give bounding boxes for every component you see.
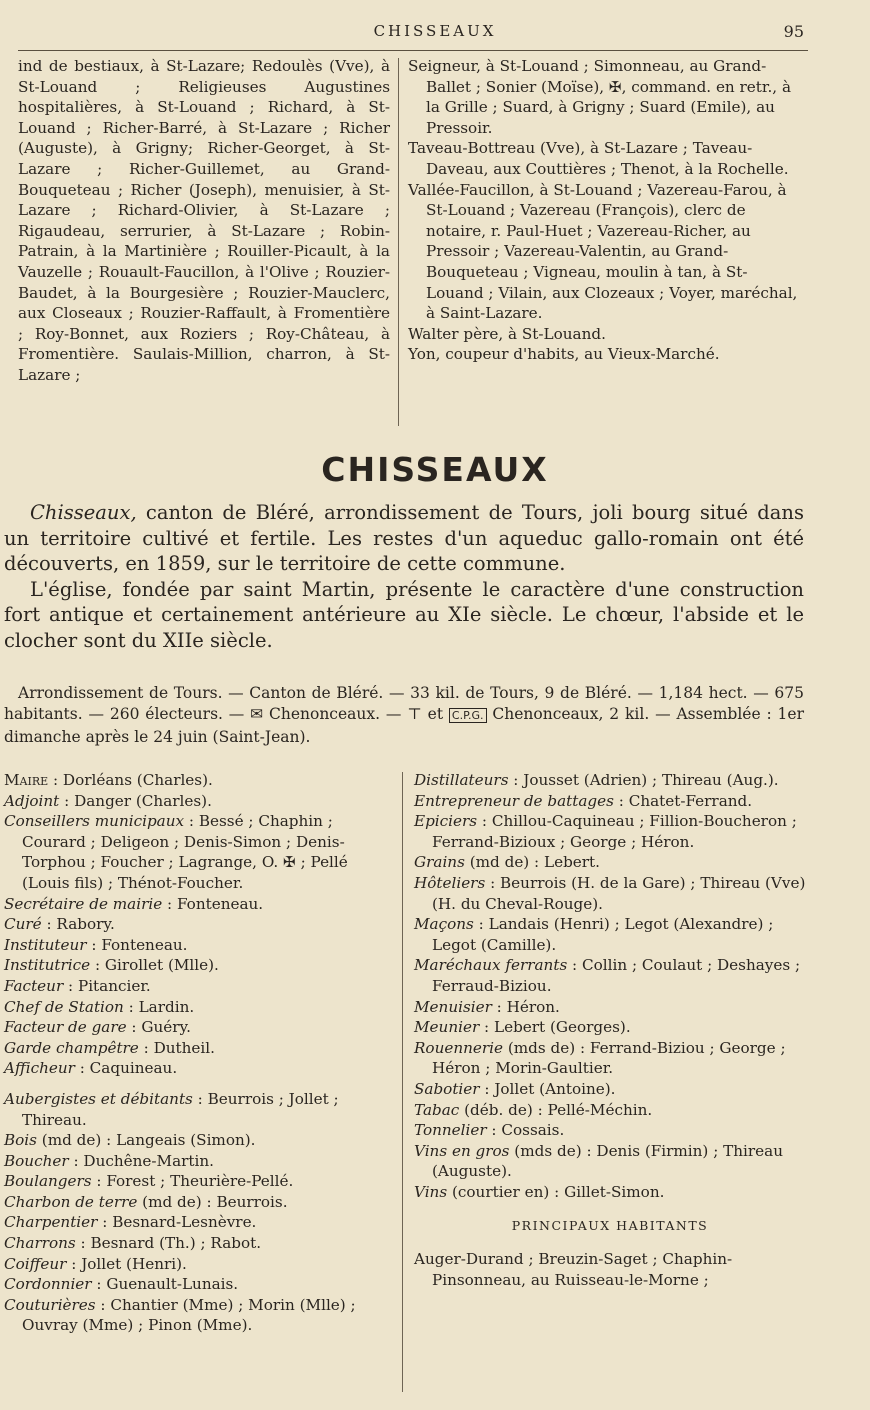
entry-label: Adjoint — [4, 791, 60, 810]
entry-value: : Besnard (Th.) ; Rabot. — [75, 1234, 262, 1253]
trade-entry — [414, 770, 806, 791]
entry-value: : Héron. — [491, 997, 560, 1016]
entry-label: Hôteliers — [414, 873, 486, 892]
trade-entry — [4, 1233, 388, 1254]
entry-label: Epiciers — [414, 812, 478, 831]
official-entry — [4, 770, 388, 791]
description-text: canton de Bléré, arrondissement de Tours, joli bourg situé dans un territoire cultivé et fertile. Les restes d'un aqueduc gallo-romain ont été découverts, en 1859, sur le territoire de cette commune. — [4, 501, 804, 575]
entry-label: Institutrice — [4, 956, 91, 975]
continued-list-right — [408, 56, 804, 365]
trade-entry — [414, 1100, 806, 1121]
entry-label: Charrons — [4, 1234, 76, 1253]
entry-value: : Chatet-Ferrand. — [613, 791, 753, 810]
entry-label: Secrétaire de mairie — [4, 894, 163, 913]
entry-label: Boucher — [4, 1151, 69, 1170]
entry-label: Distillateurs — [414, 771, 509, 789]
continued-list-left — [18, 56, 390, 386]
entry-value: : Besnard-Lesnèvre. — [97, 1213, 257, 1232]
trade-entry — [4, 1192, 388, 1213]
entry-label: Curé — [4, 915, 42, 934]
trade-entry — [414, 955, 806, 996]
entry-value: : Guéry. — [126, 1018, 191, 1037]
entry-value: : Bessé ; Chaphin ; Courard ; Deligeon ; Denis-Simon ; Denis-Torphou ; Foucher ; Lagrange, O. ✠ ; Pellé (Louis fils) ; Thénot-Foucher. — [22, 812, 348, 892]
entry-value: : Jollet (Antoine). — [479, 1079, 616, 1098]
entry-label: Bois — [4, 1131, 37, 1150]
entry-value: : Cossais. — [486, 1121, 565, 1140]
running-head-title: CHISSEAUX — [373, 22, 497, 40]
section-title: CHISSEAUX — [321, 450, 549, 489]
commune-name: Chisseaux, — [30, 501, 137, 524]
entry-label: Rouennerie — [414, 1038, 504, 1057]
trade-entry — [4, 1295, 388, 1336]
official-entry — [4, 1017, 388, 1038]
entry-label: Charbon de terre — [4, 1192, 138, 1211]
trade-entry — [4, 1171, 388, 1192]
entry-label: Charpentier — [4, 1213, 98, 1232]
official-entry — [4, 955, 388, 976]
list-item: Yon, coupeur d'habits, au Vieux-Marché. — [408, 345, 720, 364]
entry-value: (mds de) : Denis (Firmin) ; Thireau (Auguste). — [432, 1141, 783, 1181]
entry-label: Tonnelier — [414, 1121, 487, 1140]
entry-value: (md de) : Langeais (Simon). — [36, 1131, 256, 1150]
entry-label: Entrepreneur de battages — [414, 791, 614, 810]
entry-label: Chef de Station — [4, 997, 124, 1016]
entry-value: : Jousset (Adrien) ; Thireau (Aug.). — [508, 771, 779, 789]
statistics-text: Arrondissement de Tours. — Canton de Bléré. — 33 kil. de Tours, 9 de Bléré. — 1,184 hect. — 675 habitants. — 260 électeurs. — ✉ Chenonceaux. — ⊤ et — [4, 684, 804, 723]
entry-value: (mds de) : Ferrand-Biziou ; George ; Héron ; Morin-Gaultier. — [432, 1038, 786, 1078]
entry-label: Facteur de gare — [4, 1018, 127, 1037]
entry-label: Instituteur — [4, 935, 87, 954]
official-entry — [4, 1058, 388, 1079]
trade-entry — [4, 1130, 388, 1151]
entry-label: Cordonnier — [4, 1275, 92, 1294]
commune-statistics — [4, 683, 804, 747]
entry-label: Grains — [414, 853, 465, 872]
entry-label: Boulangers — [4, 1172, 92, 1191]
statistics-text-end: Chenonceaux, 2 kil. — Assemblée : 1er dimanche après le 24 juin (Saint-Jean). — [4, 704, 805, 746]
entry-label: Vins — [414, 1182, 448, 1201]
trade-entry — [414, 873, 806, 914]
trade-entry — [4, 1151, 388, 1172]
continued-text-left: ind de bestiaux, à St-Lazare; Redoulès (Vve), à St-Louand ; Religieuses Augustines hospitalières, à St-Louand ; Richard, à St-Louand ; Richer-Barré, à St-Lazare ; Richer (Auguste), à Grigny; Richer-Georget, à St-Lazare ; Richer-Guillemet, au Grand-Bouqueteau ; Richer (Joseph), menuisier, à St-Lazare ; Richard-Olivier, à St-Lazare ; Rigaudeau, serrurier, à St-Lazare ; Robin-Patrain, à la Martinière ; Rouiller-Picault, à la Vauzelle ; Rouault-Faucillon, à l'Olive ; Rouzier-Baudet, à la Bourgesière ; Rouzier-Mauclerc, aux Closeaux ; Rouzier-Raffault, à Fromentière ; Roy-Bonnet, aux Roziers ; Roy-Château, à Fromentière. Saulais-Million, charron, à St-Lazare ; — [18, 57, 390, 384]
entry-value: : Dutheil. — [138, 1038, 215, 1057]
entry-value: : Beurrois (H. de la Gare) ; Thireau (Vve) (H. du Cheval-Rouge). — [432, 873, 806, 913]
principal-residents-text: Auger-Durand ; Breuzin-Saget ; Chaphin-Pinsonneau, au Ruisseau-le-Morne ; — [414, 1250, 733, 1289]
entry-label: Maire — [4, 771, 49, 789]
trade-entry — [414, 1017, 806, 1038]
officials-and-trades-left — [4, 770, 388, 1336]
entry-value: : Pitancier. — [63, 976, 151, 995]
entry-value: : Collin ; Coulaut ; Deshayes ; Ferraud-Biziou. — [432, 956, 801, 995]
entry-value: (courtier en) : Gillet-Simon. — [447, 1182, 665, 1201]
entry-label: Facteur — [4, 976, 64, 995]
statistics-paragraph — [4, 683, 804, 747]
official-entry — [4, 914, 388, 935]
spacer — [4, 1079, 388, 1089]
trade-entry — [414, 1141, 806, 1182]
entry-value: : Landais (Henri) ; Legot (Alexandre) ; Legot (Camille). — [432, 915, 774, 954]
list-item: Walter père, à St-Louand. — [408, 324, 606, 343]
entry-label: Meunier — [414, 1018, 480, 1037]
entry-value: : Chillou-Caquineau ; Fillion-Boucheron ; Ferrand-Bizioux ; George ; Héron. — [432, 812, 797, 851]
official-entry — [4, 894, 388, 915]
entry-label: Conseillers municipaux — [4, 812, 185, 831]
entry-label: Garde champêtre — [4, 1038, 139, 1057]
entry-value: (md de) : Beurrois. — [137, 1192, 288, 1211]
entry-label: Couturières — [4, 1295, 96, 1314]
trades-right — [414, 770, 806, 1290]
trade-entry — [414, 1182, 806, 1203]
entry-value: : Fonteneau. — [162, 894, 264, 913]
entry-value: : Caquineau. — [74, 1059, 178, 1078]
entry-value: : Danger (Charles). — [59, 791, 212, 810]
trade-entry — [414, 1038, 806, 1079]
principal-residents-heading: PRINCIPAUX HABITANTS — [511, 1218, 709, 1234]
official-entry — [4, 935, 388, 956]
official-entry — [4, 1038, 388, 1059]
page-number: 95 — [783, 22, 804, 41]
official-entry — [4, 976, 388, 997]
entry-value: : Chantier (Mme) ; Morin (Mlle) ; Ouvray (Mme) ; Pinon (Mme). — [22, 1295, 356, 1335]
list-item: Seigneur, à St-Louand ; Simonneau, au Grand-Ballet ; Sonier (Moïse), ✠, command. en retr., à la Grille ; Suard, à Grigny ; Suard (Emile), au Pressoir. — [408, 57, 792, 137]
entry-value: : Forest ; Theurière-Pellé. — [91, 1172, 294, 1191]
entry-value: : Beurrois ; Jollet ; Thireau. — [22, 1089, 339, 1129]
entry-value: : Jollet (Henri). — [66, 1254, 187, 1273]
entry-value: (md de) : Lebert. — [464, 853, 600, 872]
entry-value: : Fonteneau. — [86, 935, 188, 954]
trade-entry — [414, 914, 806, 955]
entry-label: Afficheur — [4, 1059, 75, 1078]
trade-entry — [414, 852, 806, 873]
list-item: Taveau-Bottreau (Vve), à St-Lazare ; Taveau-Daveau, aux Couttières ; Thenot, à la Rochelle. — [408, 139, 789, 178]
entry-value: : Girollet (Mlle). — [90, 956, 219, 975]
trade-entry — [414, 1120, 806, 1141]
column-divider-top — [398, 58, 399, 426]
list-item: Vallée-Faucillon, à St-Louand ; Vazereau-Farou, à St-Louand ; Vazereau (François), clerc de notaire, r. Paul-Huet ; Vazereau-Richer, au Pressoir ; Vazereau-Valentin, au Grand-Bouqueteau ; Vigneau, moulin à tan, à St-Louand ; Vilain, aux Clozeaux ; Voyer, maréchal, à Saint-Lazare. — [408, 180, 798, 323]
entry-label: Menuisier — [414, 997, 492, 1016]
column-divider-bottom — [402, 772, 403, 1392]
entry-value: : Lebert (Georges). — [479, 1018, 631, 1037]
entry-label: Maréchaux ferrants — [414, 956, 568, 975]
entry-label: Sabotier — [414, 1079, 480, 1098]
trade-entry — [4, 1212, 388, 1233]
trade-entry — [414, 811, 806, 852]
entry-label: Maçons — [414, 915, 474, 934]
entry-value: : Dorléans (Charles). — [48, 771, 213, 789]
entry-value: : Duchêne-Martin. — [68, 1151, 214, 1170]
official-entry — [4, 791, 388, 812]
entry-label: Vins en gros — [414, 1141, 510, 1160]
entry-value: (déb. de) : Pellé-Méchin. — [459, 1100, 653, 1119]
trade-entry — [4, 1089, 388, 1130]
official-entry — [4, 997, 388, 1018]
church-paragraph: L'église, fondée par saint Martin, présente le caractère d'une construction fort antique et certainement antérieure au XIe siècle. Le chœur, l'abside et le clocher sont du XIIe siècle. — [4, 577, 804, 652]
trade-entry — [414, 997, 806, 1018]
header-rule — [18, 50, 808, 51]
entry-label: Tabac — [414, 1100, 460, 1119]
entry-label: Aubergistes et débitants — [4, 1089, 193, 1108]
running-head — [0, 22, 870, 48]
entry-value: : Guenault-Lunais. — [91, 1275, 239, 1294]
trade-entry — [414, 1079, 806, 1100]
trade-entry — [4, 1254, 388, 1275]
description-paragraph — [4, 500, 804, 577]
trade-entry — [414, 791, 806, 812]
cpg-badge: C.P.G. — [449, 708, 487, 723]
trade-entry — [4, 1274, 388, 1295]
commune-description — [4, 500, 804, 653]
official-entry — [4, 811, 388, 893]
entry-value: : Lardin. — [123, 997, 195, 1016]
entry-value: : Rabory. — [41, 915, 115, 934]
entry-label: Coiffeur — [4, 1254, 67, 1273]
